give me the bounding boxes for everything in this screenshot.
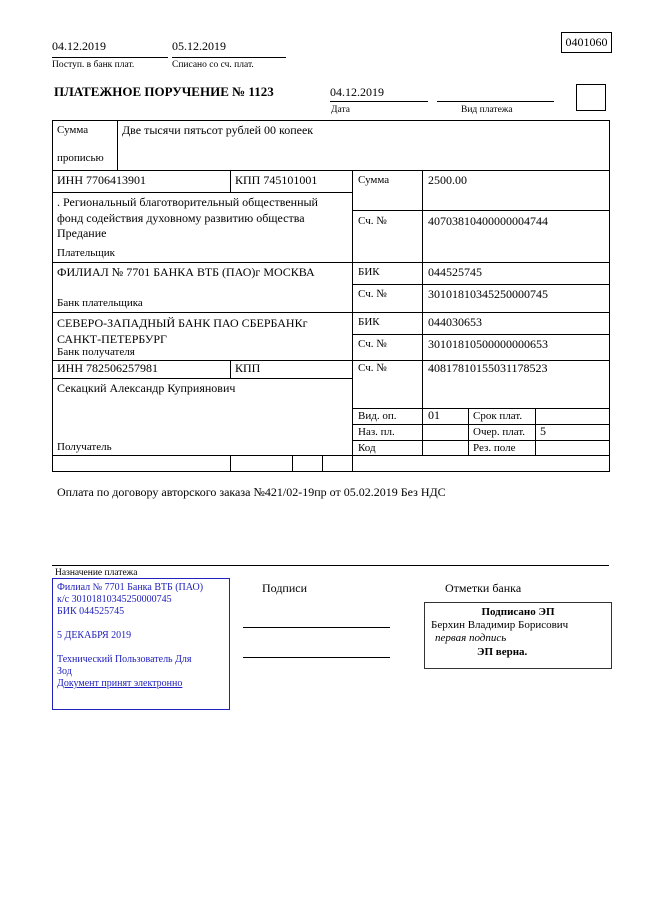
signature-line-2 bbox=[243, 657, 390, 658]
purpose-code-label: Наз. пл. bbox=[358, 426, 395, 438]
table-line bbox=[535, 408, 536, 455]
payee-bank-account: 30101810500000000653 bbox=[428, 337, 548, 351]
table-line bbox=[468, 408, 469, 455]
priority-label: Очер. плат. bbox=[473, 426, 526, 438]
document-date-underline bbox=[330, 101, 428, 102]
table-line bbox=[352, 424, 609, 425]
stamp-bik: БИК 044525745 bbox=[57, 606, 125, 617]
due-date-label: Срок плат. bbox=[473, 410, 523, 422]
form-code-box bbox=[561, 32, 612, 53]
payee-bank-account-label: Сч. № bbox=[358, 338, 387, 350]
table-line bbox=[230, 455, 231, 471]
form-code: 0401060 bbox=[565, 35, 608, 49]
stamp-accepted-note: Документ принят электронно bbox=[57, 678, 183, 689]
payer-bank-bik-label: БИК bbox=[358, 266, 380, 278]
payee-caption: Получатель bbox=[57, 441, 112, 453]
payee-bank-bik: 044030653 bbox=[428, 315, 482, 329]
payee-inn: ИНН 782506257981 bbox=[57, 361, 158, 375]
payer-inn: ИНН 7706413901 bbox=[57, 173, 146, 187]
payer-name: . Региональный благотворительный общественный фонд содействия духовному развитию общества Предание bbox=[57, 195, 318, 241]
payer-account-label: Сч. № bbox=[358, 215, 387, 227]
table-line bbox=[52, 192, 352, 193]
purpose-caption: Назначение платежа bbox=[55, 568, 138, 578]
table-line bbox=[230, 170, 231, 192]
ep-title: Подписано ЭП bbox=[481, 606, 555, 618]
bank-marks-label: Отметки банка bbox=[445, 581, 522, 595]
op-type-label: Вид. оп. bbox=[358, 410, 397, 422]
op-type-value: 01 bbox=[428, 408, 440, 422]
signature-line-1 bbox=[243, 627, 390, 628]
table-line bbox=[117, 120, 118, 170]
payer-caption: Плательщик bbox=[57, 247, 115, 259]
stamp-corr-account: к/с 30101810345250000745 bbox=[57, 594, 172, 605]
code-label: Код bbox=[358, 442, 376, 454]
stamp-user-line2: Зод bbox=[57, 666, 72, 677]
table-line bbox=[292, 455, 293, 471]
table-line bbox=[352, 440, 609, 441]
debited-date-underline bbox=[172, 57, 286, 58]
table-line bbox=[352, 284, 609, 285]
payee-name: Секацкий Александр Куприянович bbox=[57, 381, 236, 395]
table-line bbox=[52, 262, 609, 263]
sum-label: Сумма bbox=[358, 174, 390, 186]
table-line bbox=[352, 334, 609, 335]
ep-verified: ЭП верна. bbox=[477, 645, 528, 658]
ep-signer-name: Берхин Владимир Борисович bbox=[431, 619, 569, 632]
table-line bbox=[322, 455, 323, 471]
table-line bbox=[52, 455, 609, 456]
document-date: 04.12.2019 bbox=[330, 85, 384, 99]
table-line bbox=[52, 312, 609, 313]
payer-bank-bik: 044525745 bbox=[428, 265, 482, 279]
stamp-user-line1: Технический Пользователь Для bbox=[57, 654, 192, 665]
payment-type-box bbox=[576, 84, 606, 111]
debited-date: 05.12.2019 bbox=[172, 39, 226, 53]
payee-account: 40817810155031178523 bbox=[428, 361, 548, 375]
payer-account: 40703810400000004744 bbox=[428, 214, 548, 228]
payment-type-underline bbox=[437, 101, 554, 102]
payer-bank-name: ФИЛИАЛ № 7701 БАНКА ВТБ (ПАО)г МОСКВА bbox=[57, 265, 315, 279]
table-line bbox=[352, 210, 609, 211]
table-line bbox=[352, 408, 609, 409]
payee-account-label: Сч. № bbox=[358, 362, 387, 374]
table-line bbox=[352, 455, 353, 471]
payee-bank-bik-label: БИК bbox=[358, 316, 380, 328]
payment-type-label: Вид платежа bbox=[461, 105, 513, 115]
table-line bbox=[52, 378, 352, 379]
payee-bank-caption: Банк получателя bbox=[57, 346, 135, 358]
electronic-signature-box bbox=[424, 602, 612, 669]
priority-value: 5 bbox=[540, 424, 546, 438]
purpose-underline bbox=[52, 565, 609, 566]
payee-kpp-label: КПП bbox=[235, 361, 261, 375]
payer-bank-account: 30101810345250000745 bbox=[428, 287, 548, 301]
payee-bank-name: СЕВЕРО-ЗАПАДНЫЙ БАНК ПАО СБЕРБАНКг САНКТ-ПЕТЕРБУРГ bbox=[57, 316, 308, 346]
received-date: 04.12.2019 bbox=[52, 39, 106, 53]
amount-words-label-top: Сумма bbox=[57, 124, 89, 136]
amount-in-words: Две тысячи пятьсот рублей 00 копеек bbox=[122, 123, 314, 137]
table-line bbox=[352, 170, 353, 455]
ep-signature-role: первая подпись bbox=[435, 632, 507, 645]
stamp-date: 5 ДЕКАБРЯ 2019 bbox=[57, 630, 132, 641]
signatures-label: Подписи bbox=[262, 581, 308, 595]
table-line bbox=[422, 170, 423, 455]
document-date-label: Дата bbox=[331, 105, 350, 115]
stamp-bank-name: Филиал № 7701 Банка ВТБ (ПАО) bbox=[57, 582, 204, 593]
bank-blue-stamp bbox=[52, 578, 230, 710]
sum-value: 2500.00 bbox=[428, 173, 467, 187]
document-title: ПЛАТЕЖНОЕ ПОРУЧЕНИЕ № 1123 bbox=[54, 84, 274, 99]
amount-words-label-bottom: прописью bbox=[57, 152, 104, 164]
payer-kpp: КПП 745101001 bbox=[235, 173, 318, 187]
payer-bank-caption: Банк плательщика bbox=[57, 297, 143, 309]
reserve-field-label: Рез. поле bbox=[473, 442, 516, 454]
received-date-underline bbox=[52, 57, 168, 58]
purpose-text: Оплата по договору авторского заказа №421/02-19пр от 05.02.2019 Без НДС bbox=[57, 485, 446, 499]
table-line bbox=[230, 360, 231, 378]
payer-bank-account-label: Сч. № bbox=[358, 288, 387, 300]
received-date-label: Поступ. в банк плат. bbox=[52, 60, 135, 70]
table-line bbox=[52, 170, 609, 171]
debited-date-label: Списано со сч. плат. bbox=[172, 60, 254, 70]
